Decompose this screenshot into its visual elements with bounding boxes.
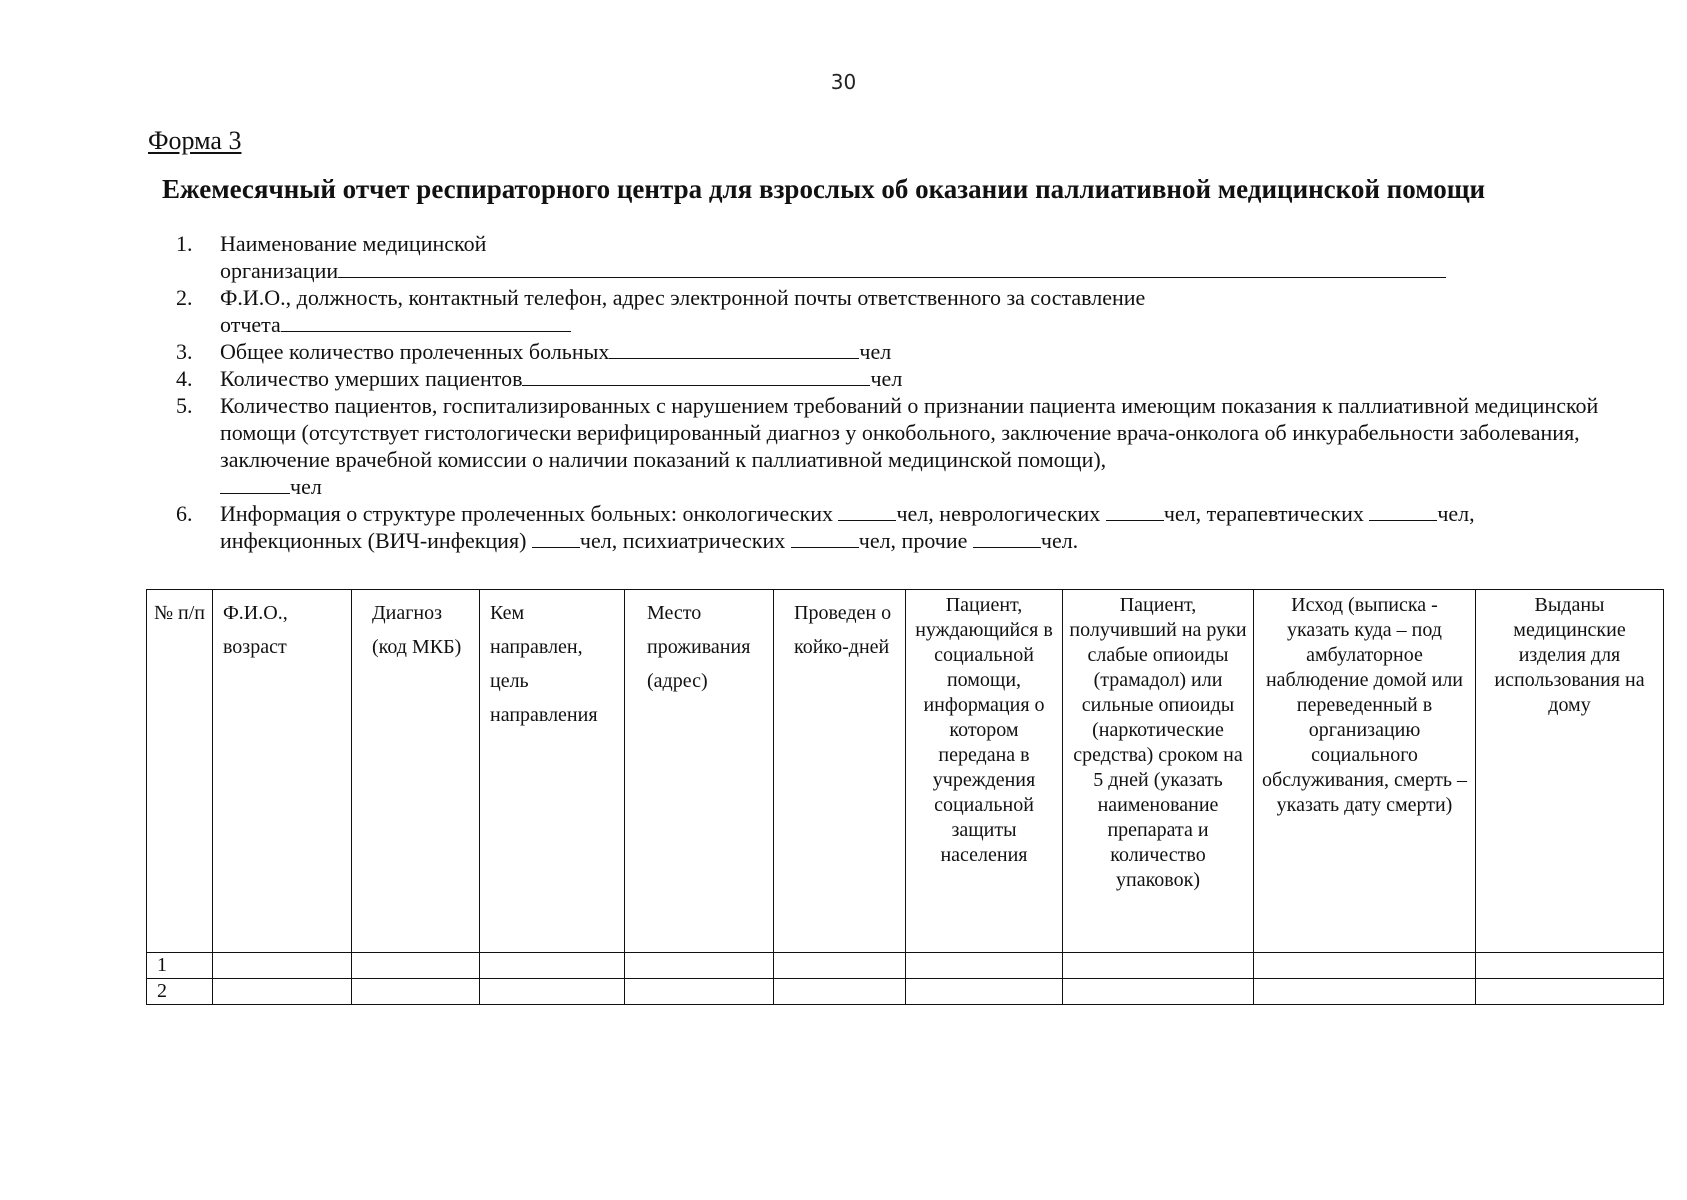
table-cell[interactable]: [774, 953, 906, 979]
table-cell[interactable]: [213, 979, 352, 1005]
table-row: [147, 953, 1664, 979]
list-item: [176, 365, 1626, 392]
table-row: [147, 979, 1664, 1005]
table-cell[interactable]: [1063, 953, 1254, 979]
item-number: 4.: [176, 366, 193, 391]
table-cell[interactable]: [480, 953, 625, 979]
unit-label: чел: [859, 339, 892, 364]
row-number: 2: [147, 979, 213, 1005]
item-text: Количество пациентов, госпитализированных с нарушением требований о признании пациента имеющим показания к паллиативной медицинской помощи (отсутствует гистологически верифицированный диагноз у онкобольного, заключение врача-онколога об инкурабельности заболевания, заключение врачебной комиссии о наличии показаний к паллиативной медицинской помощи),: [220, 393, 1599, 472]
fill-in-blank[interactable]: [609, 340, 859, 359]
item-text: Общее количество пролеченных больных: [220, 339, 610, 364]
table-cell[interactable]: [1476, 953, 1664, 979]
unit-label: чел, психиатрических: [579, 528, 786, 553]
item-text: Наименование медицинской: [220, 231, 487, 256]
table-cell[interactable]: [213, 953, 352, 979]
document-title: Ежемесячный отчет респираторного центра для взрослых об оказании паллиативной медицинской помощи: [162, 174, 1486, 204]
fill-in-blank[interactable]: [791, 529, 859, 548]
report-table: [146, 589, 1664, 1005]
form-label: Форма 3: [148, 126, 242, 155]
table-cell[interactable]: [774, 979, 906, 1005]
fill-in-blank[interactable]: [838, 502, 896, 521]
table-cell[interactable]: [480, 979, 625, 1005]
column-header: Диагноз (код МКБ): [352, 590, 480, 953]
item-text: Количество умерших пациентов: [220, 366, 523, 391]
item-text: Информация о структуре пролеченных больных: онкологических: [220, 501, 833, 526]
unit-label: чел.: [1040, 528, 1079, 553]
fill-in-blank[interactable]: [281, 313, 571, 332]
table-cell[interactable]: [1063, 979, 1254, 1005]
column-header: Кем направлен, цель направления: [480, 590, 625, 953]
report-items-list: [176, 230, 1626, 554]
unit-label: чел, терапевтических: [1163, 501, 1364, 526]
item-number: 3.: [176, 339, 193, 364]
column-header: Ф.И.О., возраст: [213, 590, 352, 953]
table-cell[interactable]: [1476, 979, 1664, 1005]
table-cell[interactable]: [906, 953, 1063, 979]
list-item: [176, 338, 1626, 365]
table-cell[interactable]: [352, 979, 480, 1005]
list-item: [176, 284, 1626, 338]
table-cell[interactable]: [625, 953, 774, 979]
fill-in-blank[interactable]: [522, 367, 870, 386]
fill-in-blank[interactable]: [1106, 502, 1164, 521]
unit-label: чел: [290, 474, 322, 499]
fill-in-blank[interactable]: [220, 475, 290, 494]
row-number: 1: [147, 953, 213, 979]
table-cell[interactable]: [625, 979, 774, 1005]
page-number: 30: [830, 70, 857, 94]
table-cell[interactable]: [906, 979, 1063, 1005]
item-number: 1.: [176, 231, 193, 256]
item-text: инфекционных (ВИЧ-инфекция): [220, 528, 527, 553]
item-text: Ф.И.О., должность, контактный телефон, адрес электронной почты ответственного за составление: [220, 285, 1146, 310]
column-header: № п/п: [147, 590, 213, 953]
table-cell[interactable]: [1254, 953, 1476, 979]
item-text: отчета: [220, 312, 281, 337]
unit-label: чел, прочие: [858, 528, 968, 553]
column-header: Пациент, получивший на руки слабые опиоиды (трамадол) или сильные опиоиды (наркотические средства) сроком на 5 дней (указать наименование препарата и количество упаковок): [1063, 590, 1254, 953]
list-item: [176, 500, 1626, 554]
list-item: [176, 230, 1626, 284]
item-number: 2.: [176, 285, 193, 310]
item-number: 6.: [176, 501, 193, 526]
unit-label: чел, неврологических: [896, 501, 1101, 526]
item-text: организации: [220, 258, 339, 283]
fill-in-blank[interactable]: [532, 529, 580, 548]
unit-label: чел: [870, 366, 903, 391]
table-cell[interactable]: [1254, 979, 1476, 1005]
column-header: Проведен о койко-дней: [774, 590, 906, 953]
unit-label: чел,: [1437, 501, 1475, 526]
column-header: Исход (выписка - указать куда – под амбулаторное наблюдение домой или переведенный в организацию социального обслуживания, смерть – указать дату смерти): [1254, 590, 1476, 953]
column-header: Выданы медицинские изделия для использования на дому: [1476, 590, 1664, 953]
list-item: [176, 392, 1626, 500]
column-header: Место проживания (адрес): [625, 590, 774, 953]
column-header: Пациент, нуждающийся в социальной помощи, информация о котором передана в учреждения социальной защиты населения: [906, 590, 1063, 953]
fill-in-blank[interactable]: [1369, 502, 1437, 521]
table-header-row: [147, 590, 1664, 953]
item-number: 5.: [176, 393, 193, 418]
fill-in-blank[interactable]: [338, 259, 1446, 278]
fill-in-blank[interactable]: [973, 529, 1041, 548]
table-cell[interactable]: [352, 953, 480, 979]
